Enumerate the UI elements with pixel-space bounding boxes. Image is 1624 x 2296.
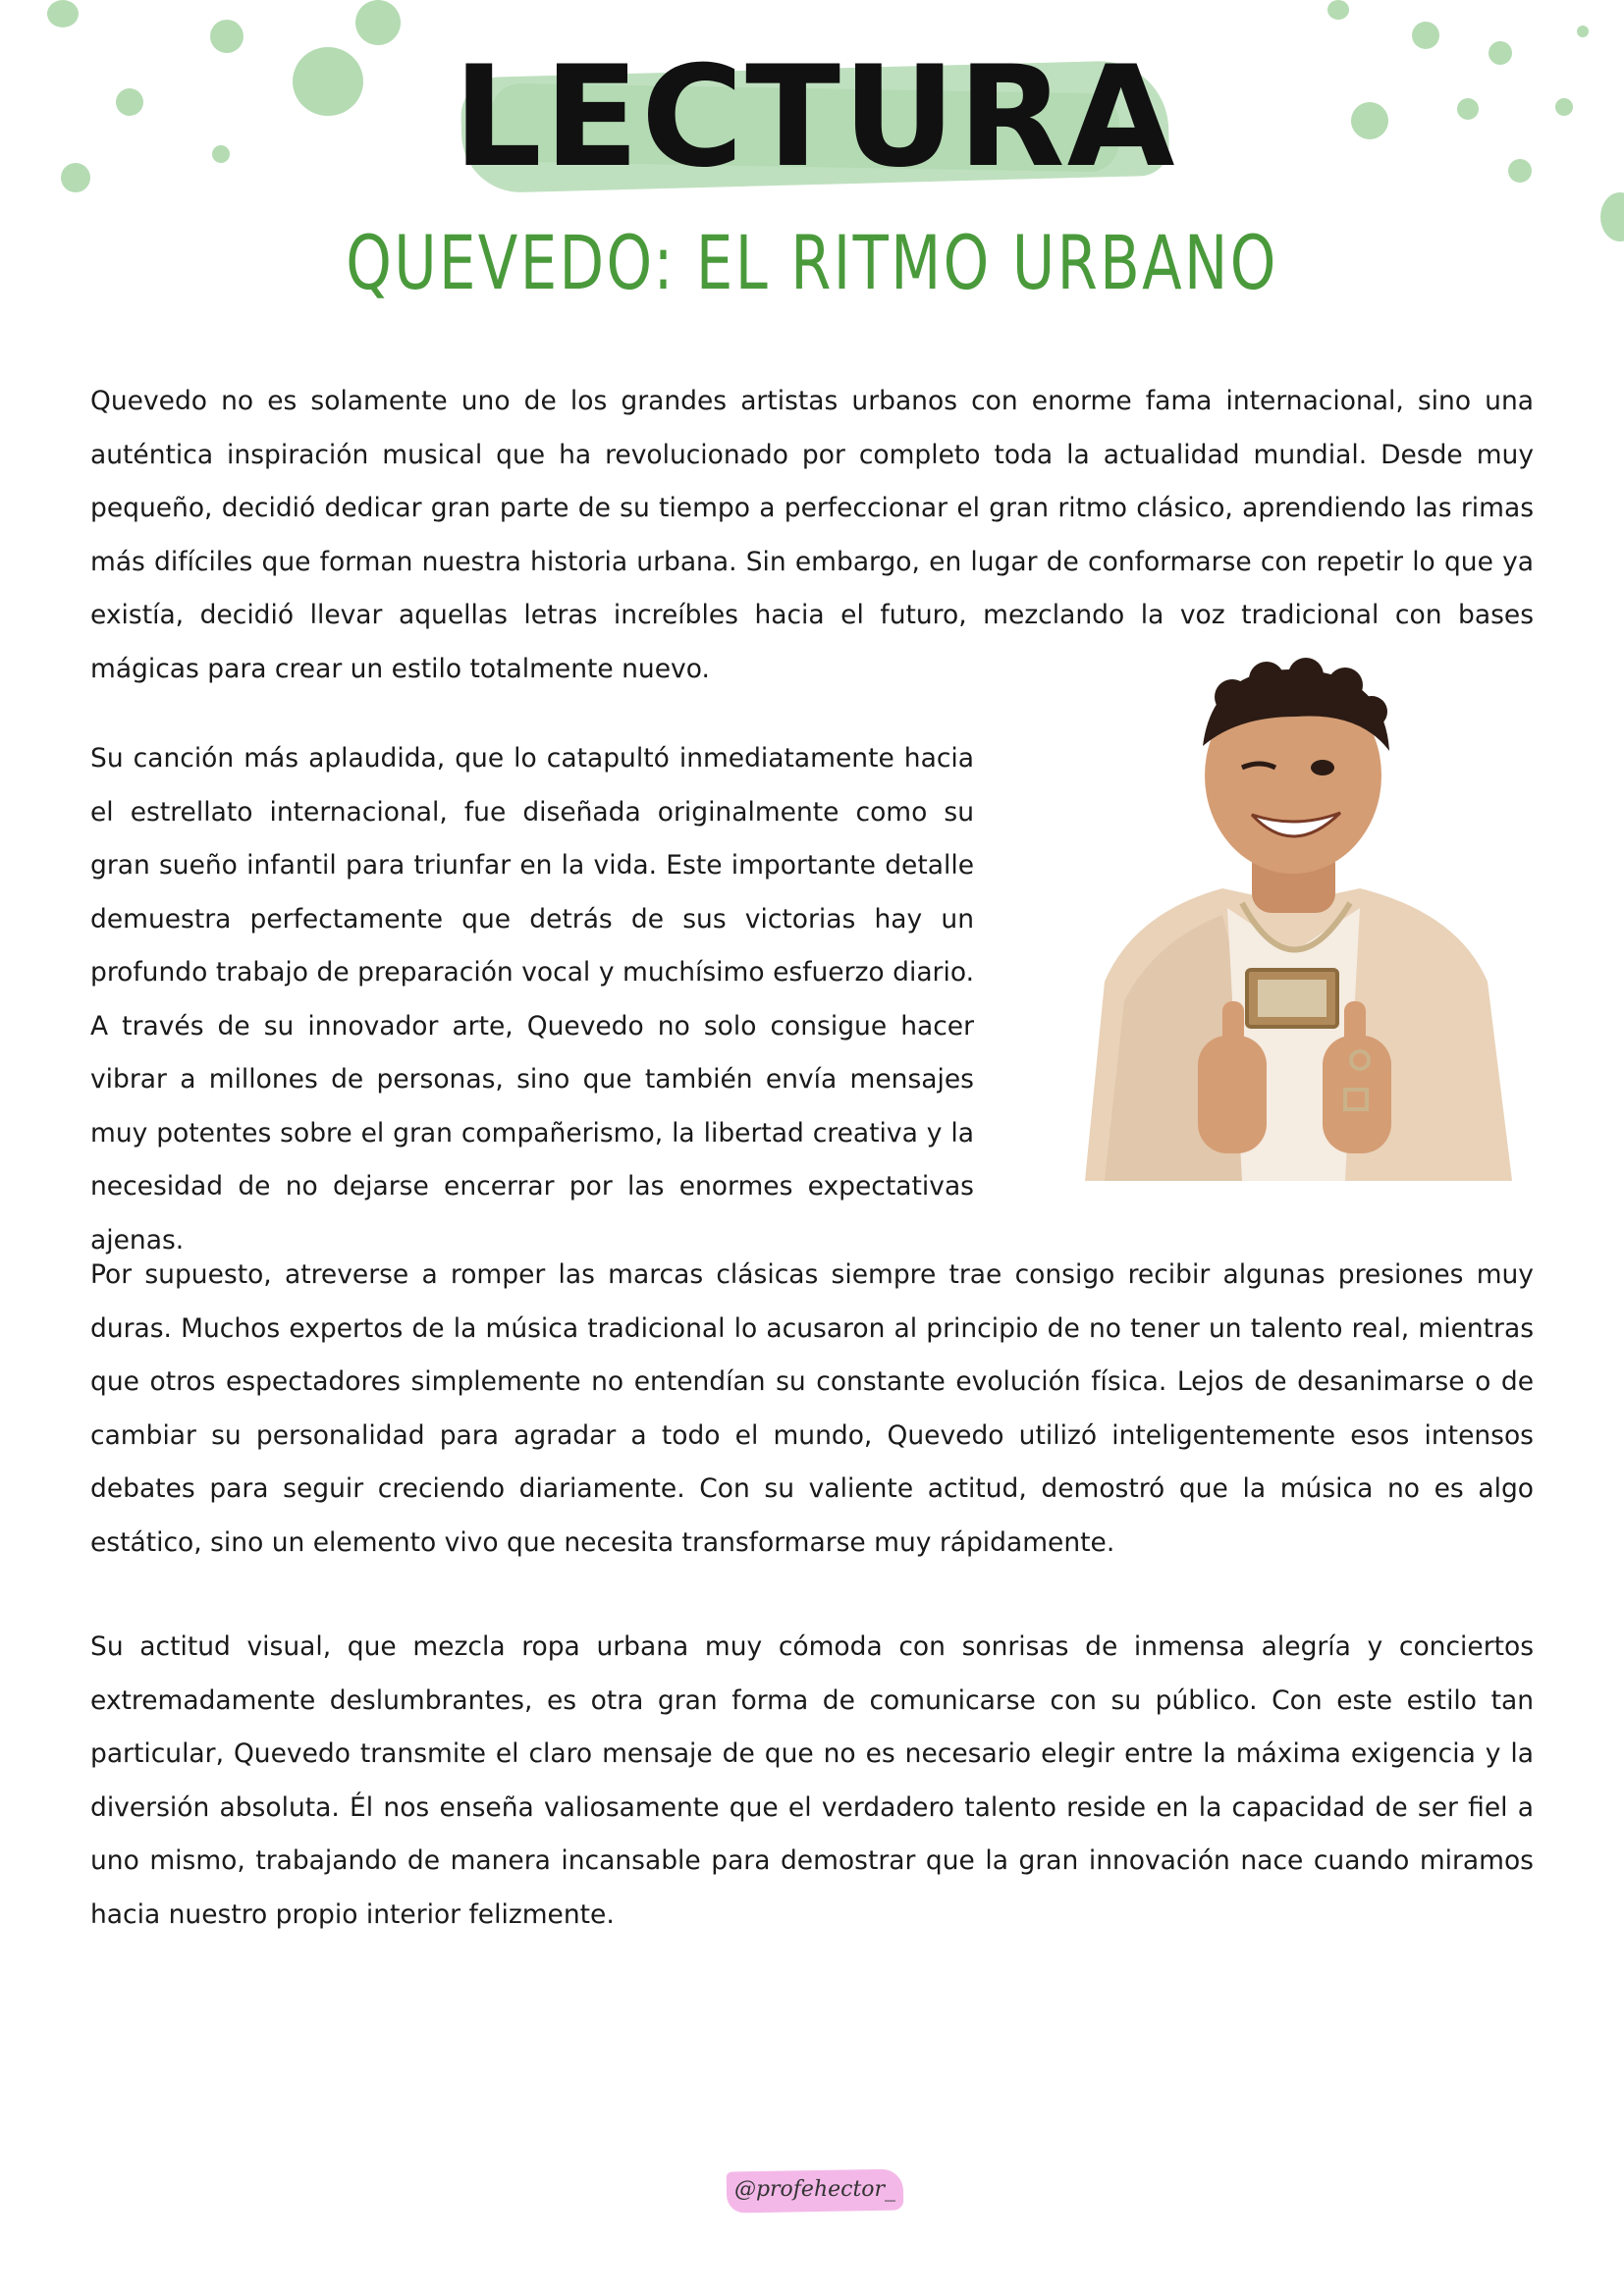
decor-dot (1327, 0, 1349, 20)
decor-dot (1457, 98, 1479, 120)
author-handle-tag (727, 2164, 903, 2216)
author-handle: @profehector_ (733, 2177, 896, 2202)
paragraph-2: Su canción más aplaudida, que lo catapultó inmediatamente hacia el estrellato internacional, fue diseñada originalmente como su gran sueño infantil para triunfar en la vida. Este importante detalle demuestra perfectamente que detrás de sus victorias hay un profundo trabajo de preparación vocal y muchísimo esfuerzo diario. A través de su innovador arte, Quevedo no solo consigue hacer vibrar a millones de personas, sino que también envía mensajes muy potentes sobre el gran compañerismo, la libertad creativa y la necesidad de no dejarse encerrar por las enormes expectativas ajenas. (90, 743, 974, 1255)
decor-dot (212, 145, 230, 163)
artist-portrait (1065, 658, 1522, 1181)
title-banner (452, 29, 1178, 198)
decor-dot (1577, 26, 1589, 37)
decor-dot (1351, 102, 1388, 139)
decor-dot (1555, 98, 1573, 116)
decor-dot (1489, 41, 1512, 65)
decor-dot (1412, 22, 1439, 49)
decor-dot (293, 47, 363, 116)
decor-dot (116, 88, 143, 116)
decor-dot (210, 20, 244, 53)
decor-dot (61, 163, 90, 192)
page-subtitle: QUEVEDO: EL RITMO URBANO (346, 219, 1278, 306)
paragraph-4: Su actitud visual, que mezcla ropa urbana muy cómoda con sonrisas de inmensa alegría y conciertos extremadamente deslumbrantes, es otra gran forma de comunicarse con su público. Con este estilo tan particular, Quevedo transmite el claro mensaje de que no es necesario elegir entre la máxima exigencia y la diversión absoluta. Él nos enseña valiosamente que el verdadero talento reside en la capacidad de ser fiel a uno mismo, trabajando de manera incansable para demostrar que la gran innovación nace cuando miramos hacia nuestro propio interior felizmente. (90, 1631, 1534, 1930)
decor-dot (1508, 159, 1532, 183)
paragraph-3: Por supuesto, atreverse a romper las marcas clásicas siempre trae consigo recibir algunas presiones muy duras. Muchos expertos de la música tradicional lo acusaron al principio de no tener un talento real, mientras que otros espectadores simplemente no entendían su constante evolución física. Lejos de desanimarse o de cambiar su personalidad para agradar a todo el mundo, Quevedo utilizó inteligentemente esos intensos debates para seguir creciendo diariamente. Con su valiente actitud, demostró que la música no es algo estático, sino un elemento vivo que necesita transformarse muy rápidamente. (90, 1259, 1534, 1558)
decor-dot (1600, 192, 1624, 241)
page-title: LECTURA (453, 36, 1177, 198)
decor-dot (47, 0, 79, 27)
paragraph-1: Quevedo no es solamente uno de los grandes artistas urbanos con enorme fama internacional, sino una auténtica inspiración musical que ha revolucionado por completo toda la actualidad mundial. Desde muy pequeño, decidió dedicar gran parte de su tiempo a perfeccionar el gran ritmo clásico, aprendiendo las rimas más difíciles que forman nuestra historia urbana. Sin embargo, en lugar de conformarse con repetir lo que ya existía, decidió llevar aquellas letras increíbles hacia el futuro, mezclando la voz tradicional con bases mágicas para crear un estilo totalmente nuevo. (90, 386, 1534, 684)
decor-dot (355, 0, 401, 45)
